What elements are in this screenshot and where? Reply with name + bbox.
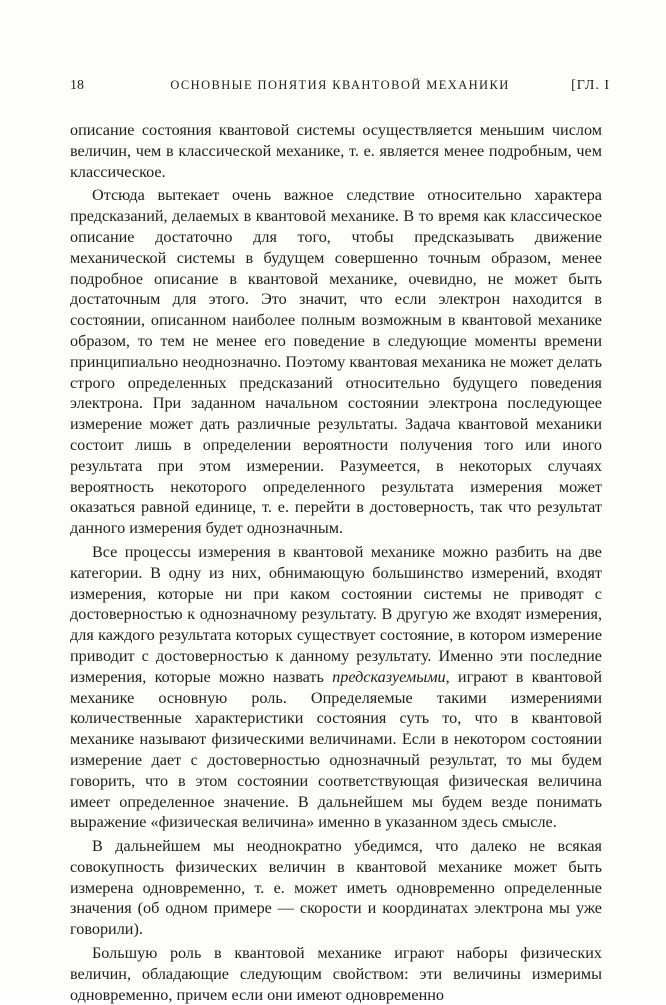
paragraph-text-part: , играют в квантовой механике основную роль. Определяемые такими измерениями количественные характеристики состояния суть то, что в квантовой механике называют физическими величинами. Если в некотором состоянии измерение дает с достоверностью однозначный результат, то мы будем говорить, что в этом состоянии соответствующая физическая величина имеет определенное значение. В дальнейшем мы будем везде понимать выражение «физическая величина» именно в указанном здесь смысле. — [70, 667, 602, 832]
running-head — [70, 78, 610, 102]
chapter-reference: [ГЛ. I — [571, 78, 610, 93]
paragraph-prediction-character: Отсюда вытекает очень важное следствие относительно характера предсказаний, делаемых в квантовой механике. В то время как классическое описание достаточно для того, чтобы предсказывать движение механической системы в будущем совершенно точным образом, менее подробное описание в квантовой механике, очевидно, не может быть достаточным для этого. Это значит, что если электрон находится в состоянии, описанном наиболее полным возможным в квантовой механике образом, то тем не менее его поведение в следующие моменты времени принципиально неоднозначно. Поэтому квантовая механика не может делать строго определенных предсказаний относительно будущего поведения электрона. При заданном начальном состоянии электрона последующее измерение может дать различные результаты. Задача квантовой механики состоит лишь в определении вероятности получения того или иного результата при этом измерении. Разумеется, в некоторых случаях вероятность некоторого определенного результата измерения может оказаться равной единице, т. е. перейти в достоверность, так что результат данного измерения будет однозначным. — [70, 186, 602, 538]
italic-term: предсказуемыми — [332, 667, 446, 686]
paragraph-sets-of-quantities: Большую роль в квантовой механике играют наборы физических величин, обладающие следующим свойством: эти величины измеримы одновременно, причем если они имеют одновременно — [70, 944, 602, 1004]
section-title: ОСНОВНЫЕ ПОНЯТИЯ КВАНТОВОЙ МЕХАНИКИ — [170, 78, 510, 92]
body-text — [70, 120, 602, 1005]
page-number: 18 — [70, 78, 84, 93]
paragraph-continuation: описание состояния квантовой системы осуществляется меньшим числом величин, чем в классической механике, т. е. является менее подробным, чем классическое. — [70, 121, 602, 181]
paragraph-measurement-categories — [70, 542, 602, 833]
paragraph-simultaneous-measurement: В дальнейшем мы неоднократно убедимся, что далеко не всякая совокупность физических величин в квантовой механике может быть измерена одновременно, т. е. может иметь одновременно определенные значения (об одном примере — скорости и координатах электрона мы уже говорили). — [70, 837, 602, 939]
paragraph-text-part: Все процессы измерения в квантовой механике можно разбить на две категории. В одну из них, обнимающую большинство измерений, входят измерения, которые ни при каком состоянии системы не приводят с достоверностью к однозначному результату. В другую же входят измерения, для каждого результата которых существует состояние, в котором измерение приводит с достоверностью к данному результату. Именно эти последние измерения, которые можно назвать — [70, 542, 602, 686]
